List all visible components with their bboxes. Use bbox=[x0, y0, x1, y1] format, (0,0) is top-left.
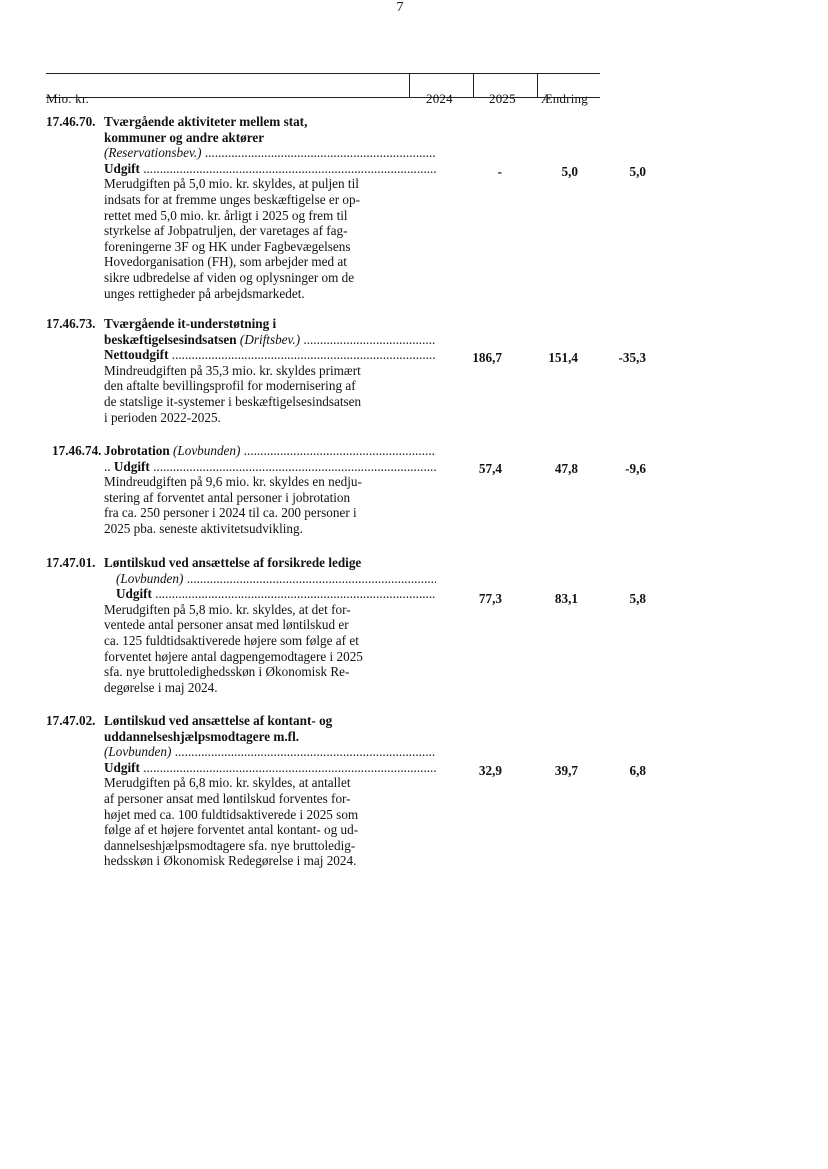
entry-title-line: uddannelseshjælpsmodtagere m.fl. bbox=[104, 728, 300, 744]
entry-code: 17.46.73. bbox=[46, 316, 96, 331]
header-top-rule bbox=[46, 73, 600, 74]
value-2024: 77,3 bbox=[478, 591, 502, 606]
description-line: Merudgiften på 6,8 mio. kr. skyldes, at antallet bbox=[104, 775, 351, 791]
header-divider-2 bbox=[473, 73, 474, 97]
entry-code: 17.47.01. bbox=[46, 555, 96, 570]
budget-entry bbox=[46, 555, 646, 697]
entry-line-label: Nettoudgift ..... bbox=[104, 347, 436, 363]
entry-description bbox=[104, 176, 436, 301]
description-line: højet med ca. 100 fuldtidsaktiverede i 2025 som bbox=[104, 806, 359, 822]
description-line: hedsskøn i Økonomisk Redegørelse i maj 2024. bbox=[104, 853, 357, 869]
value-2025: 151,4 bbox=[548, 350, 578, 365]
description-line: i perioden 2022-2025. bbox=[104, 409, 221, 425]
entry-code: 17.46.74. bbox=[52, 443, 102, 458]
header-col-change: Ændring bbox=[541, 91, 588, 106]
description-line: den aftalte bevillingsprofil for modernisering af bbox=[104, 378, 356, 394]
entry-title-line: Tværgående aktiviteter mellem stat, bbox=[104, 114, 308, 129]
description-line: Merudgiften på 5,8 mio. kr. skyldes, at det for- bbox=[104, 601, 351, 617]
description-line: indsats for at fremme unges beskæftigelse er op- bbox=[104, 191, 360, 207]
value-2025: 83,1 bbox=[554, 591, 578, 606]
header-divider-3 bbox=[537, 73, 538, 97]
entry-body bbox=[104, 316, 436, 425]
description-line: styrkelse af Jobpatruljen, der varetages af fag- bbox=[104, 223, 348, 239]
budget-entry bbox=[52, 443, 646, 539]
value-change: 5,8 bbox=[629, 591, 646, 606]
description-line: Mindreudgiften på 9,6 mio. kr. skyldes en nedju- bbox=[104, 474, 362, 490]
entry-description bbox=[104, 775, 436, 869]
description-line: sfa. nye bruttoledighedsskøn i Økonomisk Re- bbox=[104, 664, 350, 680]
entry-subtitle: (Reservationsbev.) ..... bbox=[104, 145, 436, 161]
description-line: ca. 125 fuldtidsaktiverede højere som følge af et bbox=[104, 632, 359, 648]
description-line: 2025 pba. seneste aktivitetsudvikling. bbox=[104, 520, 303, 536]
description-line: af personer ansat med løntilskud forventes for- bbox=[104, 790, 351, 806]
description-line: Hovedorganisation (FH), som arbejder med at bbox=[104, 254, 347, 270]
entry-description bbox=[104, 602, 436, 696]
budget-entry bbox=[46, 114, 646, 304]
entry-body bbox=[104, 555, 436, 695]
entry-subtitle: (Lovbunden) ..... bbox=[104, 744, 436, 760]
header-col-2024: 2024 bbox=[426, 91, 453, 106]
value-2025: 47,8 bbox=[554, 461, 578, 476]
entry-title-inline: Jobrotation bbox=[104, 443, 170, 458]
entry-line-label-row bbox=[104, 459, 436, 475]
header-unit: Mio. kr. bbox=[46, 91, 90, 106]
entry-code: 17.46.70. bbox=[46, 114, 96, 129]
entry-title-line: Tværgående it-understøtning i bbox=[104, 316, 277, 331]
header-bottom-rule bbox=[46, 97, 600, 98]
entry-subtitle: (Lovbunden) bbox=[173, 443, 241, 458]
value-2024: 186,7 bbox=[472, 350, 502, 365]
entry-title-line: Løntilskud ved ansættelse af kontant- og bbox=[104, 713, 333, 728]
entry-description bbox=[104, 363, 436, 425]
value-2025: 39,7 bbox=[554, 763, 578, 778]
description-line: følge af et højere forventet antal kontant- og ud- bbox=[104, 822, 359, 838]
header-col-2025: 2025 bbox=[489, 91, 516, 106]
entry-title-inline: beskæftigelsesindsatsen bbox=[104, 331, 237, 347]
entry-body bbox=[104, 114, 436, 301]
budget-entry bbox=[46, 316, 646, 428]
value-change: -35,3 bbox=[618, 350, 646, 365]
description-line: forventet højere antal dagpengemodtagere i 2025 bbox=[104, 648, 363, 664]
value-change: 6,8 bbox=[629, 763, 646, 778]
entry-subtitle: (Driftsbev.) bbox=[239, 331, 301, 347]
value-2024: 32,9 bbox=[478, 763, 502, 778]
description-line: fra ca. 250 personer i 2024 til ca. 200 personer i bbox=[104, 505, 357, 521]
description-line: foreningerne 3F og HK under Fagbevægelsens bbox=[104, 238, 351, 254]
description-line: de statslige it-systemer i beskæftigelsesindsatsen bbox=[104, 393, 362, 409]
description-line: stering af forventet antal personer i jobrotation bbox=[104, 489, 351, 505]
value-2024: - bbox=[497, 164, 502, 179]
description-line: rettet med 5,0 mio. kr. årligt i 2025 og frem til bbox=[104, 207, 348, 223]
description-line: degørelse i maj 2024. bbox=[104, 679, 218, 695]
description-line: Mindreudgiften på 35,3 mio. kr. skyldes primært bbox=[104, 362, 361, 378]
description-line: Merudgiften på 5,0 mio. kr. skyldes, at puljen til bbox=[104, 176, 359, 192]
page-number: 7 bbox=[396, 0, 404, 15]
entry-line-prefix: .. bbox=[104, 458, 111, 474]
entry-line-label: Udgift ..... bbox=[104, 161, 436, 177]
entry-title-line: kommuner og andre aktører bbox=[104, 129, 265, 145]
value-change: 5,0 bbox=[629, 164, 646, 179]
entry-line-label: Udgift ..... bbox=[104, 586, 436, 602]
entry-subtitle: (Lovbunden) ..... bbox=[104, 571, 436, 587]
header-divider-1 bbox=[409, 73, 410, 97]
entry-body bbox=[104, 713, 436, 869]
description-line: dannelseshjælpsmodtagere sfa. nye bruttoledig- bbox=[104, 837, 356, 853]
value-change: -9,6 bbox=[625, 461, 646, 476]
entry-line-label: Udgift bbox=[113, 458, 150, 474]
entry-body bbox=[104, 443, 436, 537]
entry-code: 17.47.02. bbox=[46, 713, 96, 728]
value-2025: 5,0 bbox=[561, 164, 578, 179]
description-line: sikre udbredelse af viden og oplysninger om de bbox=[104, 269, 355, 285]
entry-line-label: Udgift ..... bbox=[104, 760, 436, 776]
entry-description bbox=[104, 474, 436, 536]
entry-title-line: Løntilskud ved ansættelse af forsikrede ledige bbox=[104, 555, 362, 570]
description-line: ventede antal personer ansat med løntilskud er bbox=[104, 617, 349, 633]
description-line: unges rettigheder på arbejdsmarkedet. bbox=[104, 285, 305, 301]
budget-entry bbox=[46, 713, 646, 873]
value-2024: 57,4 bbox=[478, 461, 502, 476]
